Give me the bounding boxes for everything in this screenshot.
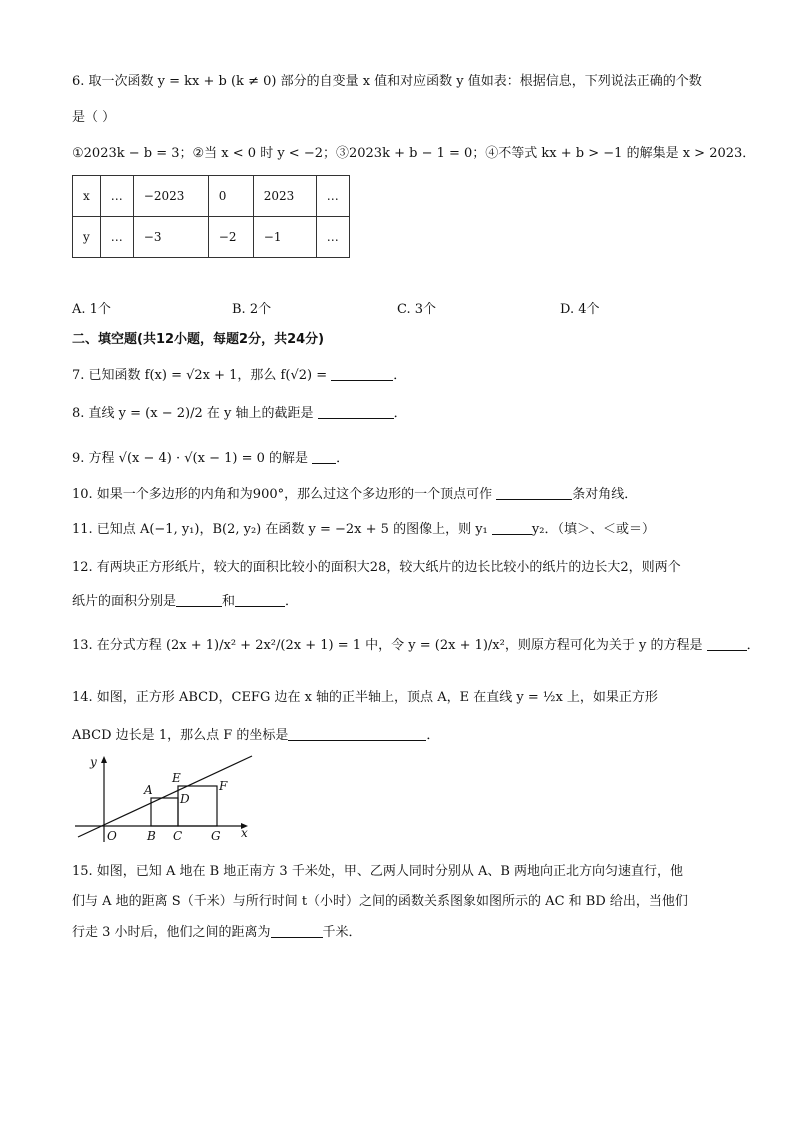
q12-text-b: 和 [222, 594, 236, 609]
table-cell: −2023 [133, 176, 208, 217]
q7 [72, 366, 406, 386]
q8-text: 8. 直线 y = (x − 2)/2 在 y 轴上的截距是 [72, 406, 314, 421]
option-c: C. 3个 [397, 302, 437, 317]
q6-value-table [72, 175, 350, 258]
table-cell: … [316, 217, 349, 258]
q14-line1: 14. 如图，正方形 ABCD，CEFG 边在 x 轴的正半轴上，顶点 A，E 在直线 y = ½x 上，如果正方形 [72, 690, 658, 705]
label-c: C [173, 829, 183, 843]
answer-blank [235, 592, 285, 607]
answer-blank [496, 485, 572, 500]
label-g: G [211, 829, 221, 843]
q13-end: ． [746, 638, 760, 653]
answer-blank [492, 520, 532, 535]
q15-line2: 们与 A 地的距离 S（千米）与所行时间 t（小时）之间的函数关系图象如图所示的 AC 和 BD 给出，当他们 [72, 894, 688, 909]
table-cell: −3 [133, 217, 208, 258]
answer-blank [707, 636, 747, 651]
option-d: D. 4个 [560, 302, 600, 317]
table-cell: … [316, 176, 349, 217]
q9-end: ． [336, 451, 350, 466]
table-cell: x [73, 176, 101, 217]
section-2-heading: 二、填空题(共12小题，每题2分，共24分) [72, 332, 325, 347]
q14-text: ABCD 边长是 1，那么点 F 的坐标是 [72, 728, 289, 743]
q11-end: y₂．（填＞、＜或＝） [531, 522, 655, 537]
y-axis-arrow [101, 756, 107, 763]
answer-blank [312, 449, 336, 464]
q12-line2 [72, 592, 298, 612]
q11-text: 11. 已知点 A(−1, y₁)，B(2, y₂) 在函数 y = −2x + 5 的图像上，则 y₁ [72, 522, 488, 537]
label-x: x [241, 826, 248, 840]
q15-end: 千米． [322, 925, 362, 940]
q13-text: 13. 在分式方程 (2x + 1)/x² + 2x²/(2x + 1) = 1 中，令 y = (2x + 1)/x²，则原方程可化为关于 y 的方程是 [72, 638, 703, 653]
q6-options [72, 298, 672, 318]
label-o: O [107, 829, 117, 843]
table-cell: y [73, 217, 101, 258]
q12-text-a: 纸片的面积分别是 [72, 594, 177, 609]
q14-line2 [72, 726, 439, 746]
q9 [72, 449, 349, 469]
q6-statements: ①2023k − b = 3；②当 x < 0 时 y < −2；③2023k + b − 1 = 0；④不等式 kx + b > −1 的解集是 x > 2023． [72, 146, 756, 161]
q15-text: 行走 3 小时后，他们之间的距离为 [72, 925, 271, 940]
q10-text: 10. 如果一个多边形的内角和为900°，那么过这个多边形的一个顶点可作 [72, 487, 493, 502]
q12-line1: 12. 有两块正方形纸片，较大的面积比较小的面积大28，较大纸片的边长比较小的纸片的边长大2，则两个 [72, 560, 681, 575]
q15-line3 [72, 923, 362, 943]
table-row [73, 176, 350, 217]
square-abcd [151, 798, 178, 826]
q14-figure [70, 752, 260, 847]
table-cell: … [100, 217, 133, 258]
q14-end: ． [426, 728, 440, 743]
q9-text: 9. 方程 √(x − 4) · √(x − 1) = 0 的解是 [72, 451, 308, 466]
table-row [73, 217, 350, 258]
q11 [72, 520, 655, 540]
answer-blank [331, 366, 393, 381]
table-cell: −2 [208, 217, 253, 258]
answer-blank [176, 592, 222, 607]
table-cell: 2023 [253, 176, 316, 217]
q8-end: ． [393, 406, 407, 421]
label-y: y [90, 755, 97, 769]
label-b: B [147, 829, 156, 843]
q7-end: ． [393, 368, 407, 383]
answer-blank [318, 404, 394, 419]
label-f: F [219, 779, 228, 793]
table-cell: 0 [208, 176, 253, 217]
q6-stem-line2: 是（ ） [72, 110, 116, 125]
q10 [72, 485, 637, 505]
q7-text: 7. 已知函数 f(x) = √2x + 1，那么 f(√2) = [72, 368, 328, 383]
q6-stem-line1: 6. 取一次函数 y = kx + b (k ≠ 0) 部分的自变量 x 值和对应函数 y 值如表：根据信息，下列说法正确的个数 [72, 74, 702, 89]
answer-blank [288, 726, 426, 741]
label-a: A [144, 783, 153, 797]
q12-text-c: ． [285, 594, 299, 609]
option-a: A. 1个 [72, 302, 111, 317]
q15-line1: 15. 如图，已知 A 地在 B 地正南方 3 千米处，甲、乙两人同时分别从 A、B 两地向正北方向匀速直行，他 [72, 864, 684, 879]
q10-end: 条对角线． [572, 487, 638, 502]
table-cell: −1 [253, 217, 316, 258]
q8 [72, 404, 407, 424]
answer-blank [271, 923, 323, 938]
label-e: E [172, 771, 181, 785]
q13 [72, 636, 760, 656]
option-b: B. 2个 [232, 302, 272, 317]
table-cell: … [100, 176, 133, 217]
label-d: D [180, 792, 190, 806]
